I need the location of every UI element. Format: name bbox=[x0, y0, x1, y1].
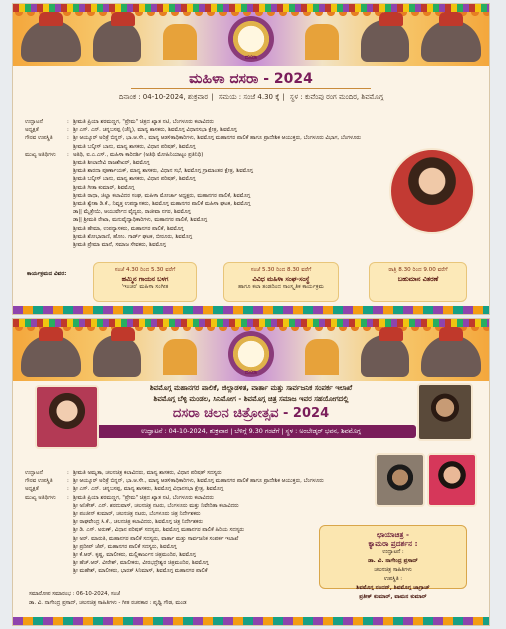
guest-name: ಶ್ರೀಮತಿ ಪ್ರೇಮಾ ಮಾನೆ, ಸಮಾಜ ಸೇವಕರು, ಶಿವಮೊಗ್ಗ bbox=[73, 242, 166, 249]
guest-row bbox=[25, 485, 375, 493]
photo-box-heading-2: ಕ್ಯಾಮರಾ ಪ್ರದರ್ಶನ : bbox=[368, 539, 418, 548]
guest-role: ಗೌರವ ಉಪಸ್ಥಿತಿ bbox=[25, 478, 53, 485]
guest-role: ಮುಖ್ಯ ಅತಿಥಿಗಳು bbox=[25, 494, 56, 501]
guest-role bbox=[25, 510, 67, 518]
separator: : bbox=[67, 478, 69, 485]
guest-name: ಶ್ರೀ ಅನಿಕೇತ್. ಎನ್. ಶರದುವಾಸ್, ಚಲನಚಿತ್ರ ನಟರು, ಬೆಂಗಳೂರು ಮತ್ತು ನಿವೇದಿತಾ ಕಲಾವಿದರು bbox=[73, 502, 239, 509]
guest-row bbox=[25, 118, 395, 126]
guest-name: ಶ್ರೀ ಎಸ್. ಎನ್. ಚನ್ನಬಸಪ್ಪ (ಚೆನ್ನಿ), ಮಾನ್ಯ ಶಾಸಕರು, ಶಿವಮೊಗ್ಗ ವಿಧಾನಸಭಾ ಕ್ಷೇತ್ರ, ಶಿವಮೊಗ್ಗ bbox=[73, 127, 237, 134]
guest-photo bbox=[375, 453, 425, 507]
photo-box-present-names-1: ಶಿವಮೊಗ್ಗ ನಂದನ್, ಶಿವಮೊಗ್ಗ ಜಾಗ್ರಾಜ್ bbox=[356, 585, 430, 591]
guest-row bbox=[25, 208, 395, 216]
guest-role bbox=[25, 535, 67, 543]
photo-box-heading-1: ಛಾಯಾಚಿತ್ರ - bbox=[377, 530, 409, 539]
elephant-icon bbox=[21, 20, 81, 62]
guest-role bbox=[25, 192, 67, 200]
program-sub: ಹಾಗೂ ಕಲಾ ತಂಡದಿಂದ ಸಾಂಸ್ಕೃತಿಕ ಕಾರ್ಯಕ್ರಮ bbox=[238, 284, 324, 291]
program-name: ಹಮ್ಮಿನ ಗಾಯನ ಬಳಗ bbox=[121, 274, 169, 283]
guest-name: ಶ್ರೀ ಡಿ. ಎಸ್. ಅರುಣ್, ವಿಧಾನ ಪರಿಷತ್ ಸದಸ್ಯರು, ಶಿವಮೊಗ್ಗ ಮಹಾನಗರ ಪಾಲಿಕೆ ಹಿರಿಯ ಸದಸ್ಯರು bbox=[73, 527, 244, 534]
guest-name: ಶ್ರೀಮತಿ ಶೋಭಾರಾಣಿ, ಹೋಂ. ಗಾರ್ಡ್ ಘಟಕ, ಬೀರೂರು, ಶಿವಮೊಗ್ಗ bbox=[73, 233, 193, 240]
event-title: ದಸರಾ ಚಲನ ಚಿತ್ರೋತ್ಸವ - 2024 bbox=[172, 406, 330, 421]
program-time: ರಾತ್ರಿ 8.30 ರಿಂದ 9.00 ವರೆಗೆ bbox=[388, 267, 448, 273]
guest-name: ಶ್ರೀಮತಿ ಪ್ರಿಯಾ ಶರಮಣ್ಣಗ, "ಪ್ರೇಮ" ಚಿತ್ರದ ಖ್ಯಾತ ನಟಿ, ಬೆಂಗಳೂರು ಕಲಾವಿದರು bbox=[73, 494, 214, 501]
program-time: ಸಂಜೆ 4.30 ರಿಂದ 5.30 ವರೆಗೆ bbox=[114, 267, 176, 273]
elephant-icon bbox=[93, 20, 141, 62]
guest-role: ಉದ್ಘಾಟನೆ bbox=[25, 470, 43, 476]
guest-row bbox=[25, 216, 395, 224]
guest-role bbox=[25, 551, 67, 559]
separator: : bbox=[67, 486, 69, 493]
guest-row bbox=[25, 126, 395, 134]
guest-name: ಶ್ರೀ ಮಹೇಶ್, ಮಾಲೀಕರು, ಭಾರತ್ ಸಿನಿಮಾಸ್, ಶಿವಮೊಗ್ಗ ಮಹಾನಗರ ಪಾಲಿಕೆ bbox=[73, 568, 208, 575]
guest-role bbox=[25, 502, 67, 510]
guest-row bbox=[25, 134, 395, 142]
photo-box-inaug-label: ಉದ್ಘಾಟನೆ : bbox=[382, 549, 404, 555]
guest-role bbox=[25, 216, 67, 224]
palace-icon bbox=[163, 339, 197, 375]
guest-role bbox=[25, 159, 67, 167]
guest-name: ಶ್ರೀ ಕೆ.ಆರ್. ಕೃಷ್ಣ, ಮಾಲೀಕರು, ಮಲ್ಲಿಕಾರ್ಜುನ ಚಿತ್ರಮಂದಿರ, ಶಿವಮೊಗ್ಗ bbox=[73, 552, 196, 559]
bottom-border-decoration bbox=[13, 306, 489, 314]
emblem-label: ದಸರಾ bbox=[244, 54, 258, 61]
organizers-line-2: ಶಿವಮೊಗ್ಗ ಬೆಳ್ಳಿ ಮಂಡಲ, ಸಿನಿಮೋಗ - ಶಿವಮೊಗ್ಗ ಚಿತ್ರ ಸಮಾಜ ಇವರ ಸಹಯೋಗದಲ್ಲಿ bbox=[153, 395, 349, 403]
photo-box-inaug-sub: ಚಲನಚಿತ್ರ ಸಾಹಿತಿಗಳು bbox=[374, 567, 412, 573]
closing-ceremony-line: ಸಮಾರೋಪ ಸಮಾರಂಭ : 06-10-2024, ಸಂಜೆ bbox=[29, 591, 121, 597]
program-card bbox=[369, 262, 467, 302]
separator: : bbox=[67, 151, 69, 158]
guest-role bbox=[25, 175, 67, 183]
guest-name: ಶ್ರೀ ಪ್ರದೀಪ್ ಜೆಪ್, ಮಹಾನಗರ ಪಾಲಿಕೆ ಸದಸ್ಯರು, ಶಿವಮೊಗ್ಗ bbox=[73, 543, 177, 550]
guest-row bbox=[25, 233, 395, 241]
guest-row bbox=[25, 184, 395, 192]
separator: : bbox=[67, 135, 69, 142]
closing-guest-line: ಡಾ. ವಿ. ನಾಗೇಂದ್ರ ಪ್ರಸಾದ್, ಚಲನಚಿತ್ರ ಸಾಹಿತಿಗಳು - ಗೀತ ರಚನಕಾರ : ಪೃಥ್ವಿ ಗೌಡ, ಮಂಡ bbox=[29, 600, 187, 606]
event-place: ಸ್ಥಳ : ಕುವೆಂಪು ರಂಗ ಮಂದಿರ, ಶಿವಮೊಗ್ಗ bbox=[289, 93, 384, 101]
guest-name: ಶ್ರೀ ರಾಘವೇಂದ್ರ ಸಿ.ಕೆ., ಚಲನಚಿತ್ರ ಕಲಾವಿದರು, ಶಿವಮೊಗ್ಗ ಚಿತ್ರ ನಿರ್ದೇಶಕರು bbox=[73, 519, 203, 526]
separator: : bbox=[67, 470, 69, 476]
event-meta: ಉದ್ಘಾಟನೆ : 04-10-2024, ಶುಕ್ರವಾರ | ಬೆಳಿಗ್ಗೆ 9.30 ಗಂಟೆಗೆ | ಸ್ಥಳ : ಅಂಬೇಡ್ಕರ್ ಭವನ, ಶಿವಮೊಗ್ಗ bbox=[86, 425, 416, 438]
guest-row bbox=[25, 469, 375, 477]
guest-row bbox=[25, 225, 395, 233]
program-sub: 'ಇಂಚರ' ಮಹಿಳಾ ಸಂಗೀತ bbox=[121, 284, 169, 291]
program-time: ಸಂಜೆ 5.30 ರಿಂದ 8.30 ವರೆಗೆ bbox=[250, 267, 312, 273]
elephant-icon bbox=[21, 335, 81, 377]
guest-role bbox=[25, 184, 67, 192]
elephant-icon bbox=[93, 335, 141, 377]
guest-name: ಶ್ರೀ ಆಯ್ಕೂರ್ ಅರಿತ್ರೆ ಬಿನ್ನನ್, ಭಾ.ಆ.ಸೇ., ಮಾನ್ಯ ಆಡಳಿತಾಧಿಕಾರಿಗಳು, ಶಿವಮೊಗ್ಗ ಮಹಾನಗರ ಪಾಲಿಕೆ ಹಾಗೂ ಪ್ರಾದೇಶಿಕ ಆಯುಕ್ತರು, ಬೆಂಗಳೂರು bbox=[73, 478, 324, 485]
emblem-label: ದಸರಾ bbox=[244, 369, 258, 376]
guest-name: ಡಾ|| ಮೈತ್ರೇಯಿ, ಆಯುರ್ವೇದ ವೈದ್ಯರು, ರಾಜೀವಾ ನಗರ, ಶಿವಮೊಗ್ಗ bbox=[73, 209, 191, 216]
guest-row bbox=[25, 200, 395, 208]
palace-icon bbox=[305, 339, 339, 375]
event-title: ಮಹಿಳಾ ದಸರಾ - 2024 bbox=[189, 71, 313, 87]
event-meta: ದಿನಾಂಕ : 04-10-2024, ಶುಕ್ರವಾರ | ಸಮಯ : ಸಂಜೆ 4.30 ಕ್ಕೆ | ಸ್ಥಳ : ಕುವೆಂಪು ರಂಗ ಮಂದಿರ, ಶಿವಮೊಗ್ಗ bbox=[118, 93, 384, 101]
guest-name: ಶ್ರೀಮತಿ ರಾಧಾ, ಜಿಲ್ಲಾ ಕಲಾವಿದರ ಸಂಘ, ಮಹಿಳಾ ಮೋರ್ಚಾ ಅಧ್ಯಕ್ಷರು, ಮಹಾನಗರ ಪಾಲಿಕೆ, ಶಿವಮೊಗ್ಗ bbox=[73, 192, 251, 199]
guest-row bbox=[25, 477, 375, 485]
guest-list bbox=[25, 118, 395, 249]
guest-row bbox=[25, 151, 395, 159]
guest-name: ಶ್ರೀಮತಿ ಶೀಲಾದೇವಿ ರಾಜಶೇಖರ್, ಶಿವಮೊಗ್ಗ bbox=[73, 160, 150, 167]
guest-name: ಶ್ರೀಮತಿ ಪ್ರಿಯಾ ಶರಮಣ್ಣಗ, "ಪ್ರೇಮ" ಚಿತ್ರದ ಖ್ಯಾತ ನಟಿ, ಬೆಂಗಳೂರು ಕಲಾವಿದರು bbox=[73, 119, 214, 125]
guest-name: ಶ್ರೀ ಹೆಚ್.ಆರ್. ವೀರೇಶ್, ಮಾಲೀಕರು, ವೀರಭದ್ರೇಶ್ವರ ಚಿತ್ರಮಂದಿರ, ಶಿವಮೊಗ್ಗ bbox=[73, 560, 209, 567]
organizers-line-1: ಶಿವಮೊಗ್ಗ ಮಹಾನಗರ ಪಾಲಿಕೆ, ಜಿಲ್ಲಾಡಳಿತ, ವಾರ್ತಾ ಮತ್ತು ಸಾರ್ವಜನಿಕ ಸಂಪರ್ಕ ಇಲಾಖೆ bbox=[149, 384, 353, 392]
womens-dasara-card bbox=[12, 3, 490, 315]
separator: : bbox=[67, 494, 69, 501]
toran-decoration bbox=[13, 4, 489, 12]
guest-row bbox=[25, 510, 375, 518]
palace-icon bbox=[305, 24, 339, 60]
guest-role bbox=[25, 518, 67, 526]
program-card bbox=[223, 262, 339, 302]
toran-decoration bbox=[13, 319, 489, 327]
palace-icon bbox=[163, 24, 197, 60]
guest-name: ಶ್ರೀ ಎಸ್. ಎನ್. ಚನ್ನಬಸಪ್ಪ, ಮಾನ್ಯ ಶಾಸಕರು, ಶಿವಮೊಗ್ಗ ವಿಧಾನಸಭಾ ಕ್ಷೇತ್ರ, ಶಿವಮೊಗ್ಗ bbox=[73, 486, 224, 493]
guest-name: ಶ್ರೀ ಆಯ್ಕೂರ್ ಅರಿತ್ರೆ ಬಿನ್ನನ್, ಭಾ.ಆ.ಸೇ., ಮಾನ್ಯ ಆಡಳಿತಾಧಿಕಾರಿಗಳು, ಶಿವಮೊಗ್ಗ ಮಹಾನಗರ ಪಾಲಿಕೆ ಹಾಗೂ ಪ್ರಾದೇಶಿಕ ಆಯುಕ್ತರು, ಬೆಂಗಳೂರು ವಿಭಾಗ, ಬೆಂಗಳೂರು bbox=[73, 135, 361, 142]
festive-header-band bbox=[13, 4, 489, 66]
guest-name: ಶ್ರೀಮತಿ ಶಾರದಾ ಪೂರ್ಣಾಯಕ್, ಮಾನ್ಯ ಶಾಸಕರು, ವಿಧಾನ ಸಭೆ, ಶಿವಮೊಗ್ಗ ಗ್ರಾಮಾಂತರ ಕ್ಷೇತ್ರ, ಶಿವಮೊಗ್ಗ bbox=[73, 168, 253, 175]
event-time: ಸಮಯ : ಸಂಜೆ 4.30 ಕ್ಕೆ bbox=[218, 93, 280, 101]
film-festival-card bbox=[12, 318, 490, 626]
guest-name: ಶ್ರೀ ಪಂಜೀನ್ ಕುಮಾರ್, ಚಲನಚಿತ್ರ ನಟರು, ಬೆಂಗಳೂರು ಚಿತ್ರ ನಿರ್ದೇಶಕರು bbox=[73, 511, 201, 518]
guest-photo bbox=[417, 383, 473, 441]
guest-row bbox=[25, 167, 395, 175]
guest-name: ಶ್ರೀಮತಿ ಶ್ವೇತಾ ಡಿ.ಕೆ., ನಿವೃತ್ತ ಉಪನ್ಯಾಸಕರು, ಶಿವಮೊಗ್ಗ ಮಹಾನಗರ ಪಾಲಿಕೆ ಮಹಿಳಾ ಘಟಕ, ಶಿವಮೊಗ್ಗ bbox=[73, 201, 251, 208]
guest-role bbox=[25, 225, 67, 233]
guest-role bbox=[25, 559, 67, 567]
guest-role bbox=[25, 167, 67, 175]
program-name: ಬಹುಮಾನ ವಿತರಣೆ bbox=[397, 274, 439, 283]
bottom-border-decoration bbox=[13, 617, 489, 625]
guest-role bbox=[25, 143, 67, 151]
guest-role bbox=[25, 567, 67, 575]
guest-name: ಶ್ರೀಮತಿ ಅಮೃತಾ, ಚಲನಚಿತ್ರ ಕಲಾವಿದರು, ಮಾನ್ಯ ಶಾಸಕರು, ವಿಧಾನ ಪರಿಷತ್ ಸದಸ್ಯರು bbox=[73, 470, 222, 476]
guest-photo bbox=[427, 453, 477, 507]
guest-row bbox=[25, 241, 395, 249]
program-name: ವಿವಿಧ ಮಹಿಳಾ ಸಂಘ-ಸಂಸ್ಥೆ bbox=[252, 274, 310, 283]
guest-row bbox=[25, 143, 395, 151]
guest-name: ಶ್ರೀಮತಿ ಬಲ್ಕೀಸ್ ಬಾನು, ಮಾನ್ಯ ಶಾಸಕರು, ವಿಧಾನ ಪರಿಷತ್, ಶಿವಮೊಗ್ಗ bbox=[73, 176, 196, 183]
guest-role: ಉದ್ಘಾಟನೆ bbox=[25, 119, 43, 125]
guest-row bbox=[25, 159, 395, 167]
separator: : bbox=[67, 119, 69, 125]
photo-box-present-names-2: ಪ್ರತೀಕ್ ಕುಮಾರ್, ವಾಮನ ಕುಮಾರ್ bbox=[359, 594, 427, 600]
guest-role bbox=[25, 241, 67, 249]
guest-name: ಶ್ರೀಮತಿ ಹೇಮಾ, ಉಪನ್ಯಾಸಕರು, ಮಹಾನಗರ ಪಾಲಿಕೆ, ಶಿವಮೊಗ್ಗ bbox=[73, 225, 184, 232]
guest-role bbox=[25, 543, 67, 551]
guest-name: ಶ್ರೀ ಅರ್. ಮಾರುತಿ, ಮಹಾನಗರ ಪಾಲಿಕೆ ಸದಸ್ಯರು, ವಾರ್ತಾ ಮತ್ತು ಸಾರ್ವಜನಿಕ ಸಂಪರ್ಕ ಇಲಾಖೆ bbox=[73, 535, 239, 542]
title-divider bbox=[131, 88, 371, 89]
guest-row bbox=[25, 494, 375, 502]
guest-role bbox=[25, 208, 67, 216]
programs-label: ಕಾರ್ಯಕ್ರಮದ ವಿವರ: bbox=[27, 271, 67, 277]
guest-role bbox=[25, 200, 67, 208]
guest-name: ಶ್ರೀಮತಿ ಬಲ್ಕೀಸ್ ಬಾನು, ಮಾನ್ಯ ಶಾಸಕರು, ವಿಧಾನ ಪರಿಷತ್, ಶಿವಮೊಗ್ಗ bbox=[73, 143, 196, 150]
guest-role: ಅಧ್ಯಕ್ಷತೆ bbox=[25, 127, 39, 134]
guest-row bbox=[25, 192, 395, 200]
elephant-icon bbox=[361, 20, 409, 62]
program-card bbox=[93, 262, 197, 302]
guest-name: ಅತಿಥಿ, ಐ.ಎ.ಎಸ್., ಮಹಿಳಾ ಕಾರಿದರ್ಶಿ (ಅತಿಥಿ ಮೋಹಿನಿಯಾಟ್ಟಂ ಪ್ರತಿನಿಧಿ) bbox=[73, 151, 204, 158]
guest-role bbox=[25, 233, 67, 241]
elephant-icon bbox=[421, 335, 481, 377]
festive-header-band bbox=[13, 319, 489, 381]
guest-row bbox=[25, 175, 395, 183]
guest-photo bbox=[389, 148, 475, 234]
guest-name: ಶ್ರೀಮತಿ ಗೀತಾ ಕುಮಾರ್, ಶಿವಮೊಗ್ಗ bbox=[73, 184, 135, 191]
elephant-icon bbox=[421, 20, 481, 62]
separator: : bbox=[67, 127, 69, 134]
guest-role bbox=[25, 526, 67, 534]
guest-role: ಮುಖ್ಯ ಅತಿಥಿಗಳು bbox=[25, 151, 56, 158]
guest-photo bbox=[35, 385, 99, 449]
elephant-icon bbox=[361, 335, 409, 377]
guest-role: ಗೌರವ ಉಪಸ್ಥಿತಿ bbox=[25, 135, 53, 142]
photo-box-inaug-name: ಡಾ. ವಿ. ನಾಗೇಂದ್ರ ಪ್ರಸಾದ್ bbox=[368, 558, 418, 564]
photo-exhibition-box bbox=[319, 525, 467, 600]
guest-name: ಡಾ|| ಶ್ರೀಮತಿ ರೇಖಾ, ಮನುವೈದ್ಯಾಧಿಕಾರಿಗಳು, ಮಹಾನಗರ ಪಾಲಿಕೆ, ಶಿವಮೊಗ್ಗ bbox=[73, 217, 208, 224]
guest-role: ಅಧ್ಯಕ್ಷತೆ bbox=[25, 486, 39, 493]
guest-row bbox=[25, 502, 375, 510]
photo-box-present-label: ಉಪಸ್ಥಿತಿ : bbox=[383, 576, 403, 582]
event-date: ದಿನಾಂಕ : 04-10-2024, ಶುಕ್ರವಾರ bbox=[118, 93, 209, 101]
